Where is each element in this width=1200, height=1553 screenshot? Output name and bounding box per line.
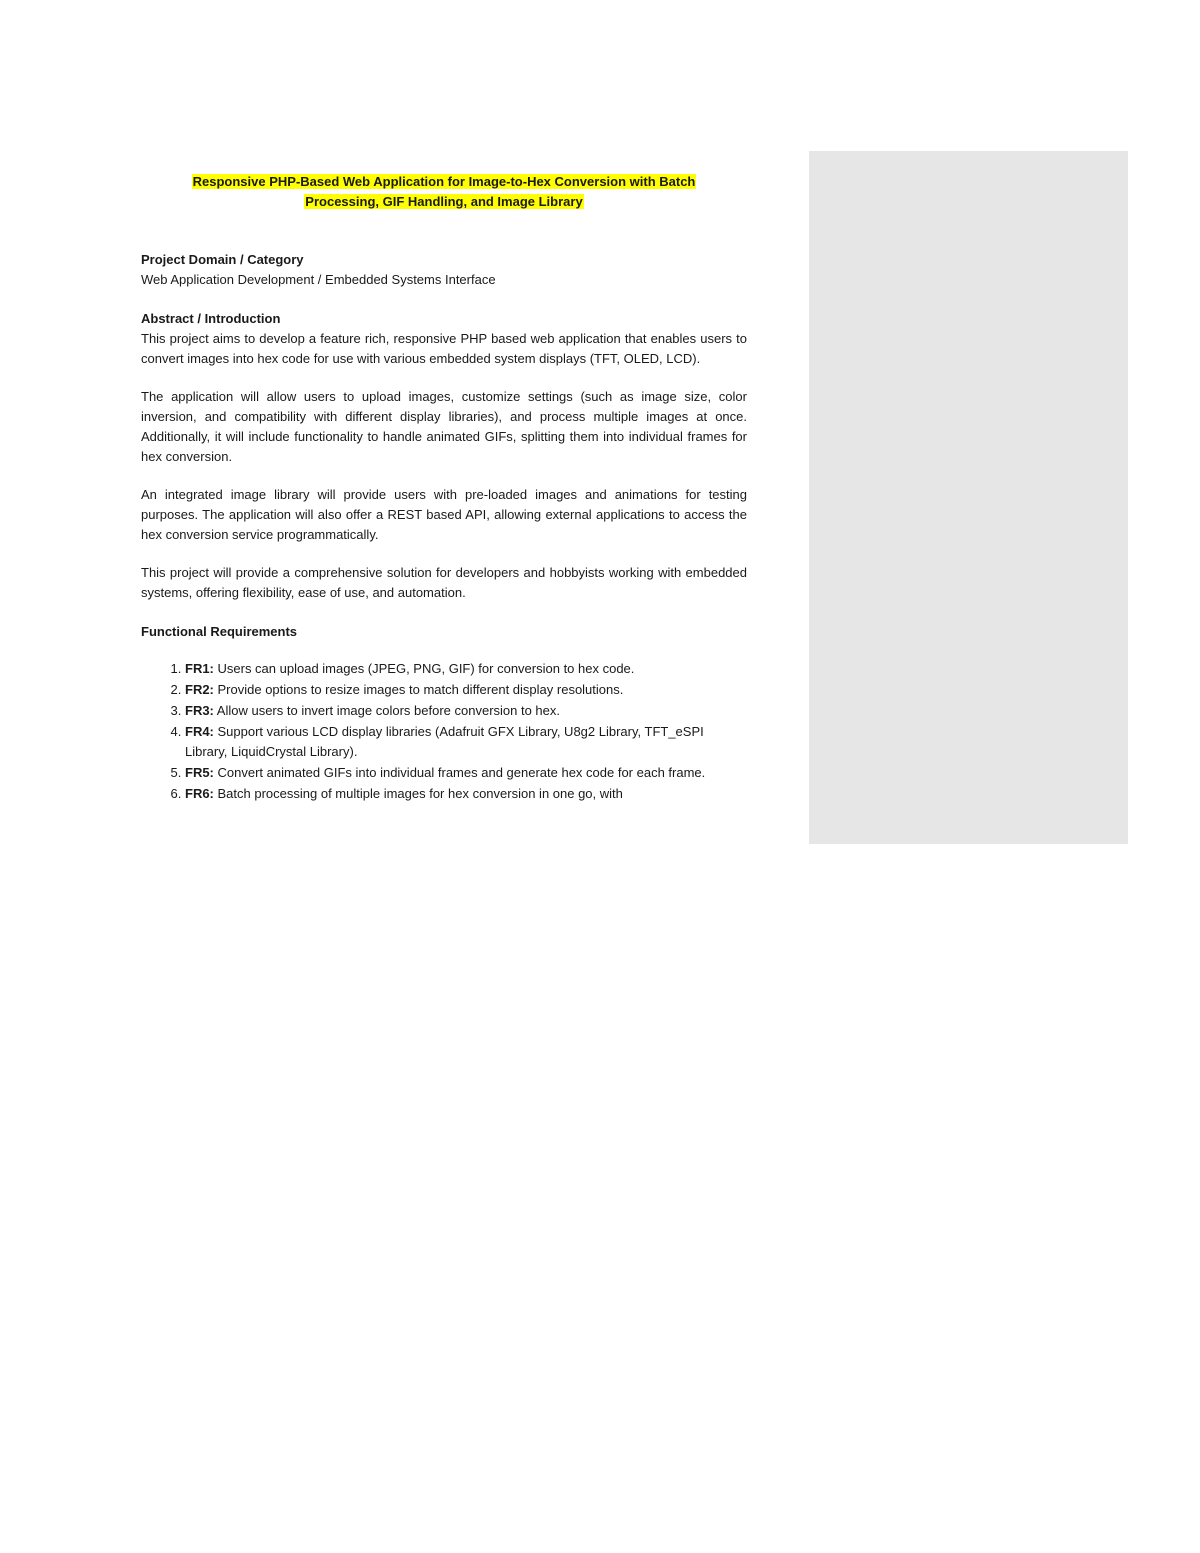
requirement-item [185,784,721,804]
functional-requirements-heading: Functional Requirements [141,624,298,639]
abstract-paragraph: This project aims to develop a feature rich, responsive PHP based web application that enables users to convert images into hex code for use with various embedded system displays (TFT, OLED, LCD). [141,331,747,366]
domain-section [141,250,747,290]
requirement-item [185,701,721,721]
abstract-heading: Abstract / Introduction [141,311,281,326]
requirement-text: Provide options to resize images to match different display resolutions. [213,682,624,697]
functional-requirements-list [141,659,721,804]
requirement-code: FR1: [185,661,214,676]
abstract-section [141,309,747,603]
document-content [141,170,747,844]
requirement-item [185,722,721,762]
requirement-code: FR3: [185,703,214,718]
title-line-1: Responsive PHP-Based Web Application for Image-to-Hex Conversion with Batch [192,174,696,189]
requirement-code: FR6: [185,786,214,801]
domain-text: Web Application Development / Embedded Systems Interface [141,272,496,287]
requirement-item [185,680,721,700]
requirement-code: FR5: [185,765,214,780]
title-line-2: Processing, GIF Handling, and Image Library [305,194,583,209]
requirement-code: FR2: [185,682,214,697]
requirement-text: Batch processing of multiple images for hex conversion in one go, with [213,786,623,801]
requirement-item [185,763,721,783]
abstract-paragraph: The application will allow users to upload images, customize settings (such as image size, color inversion, and compatibility with different display libraries), and process multiple images at once. Additionally, it will include functionality to handle animated GIFs, splitting them into individual frames for hex conversion. [141,389,747,464]
requirement-text: Support various LCD display libraries (Adafruit GFX Library, U8g2 Library, TFT_eSPI Library, LiquidCrystal Library). [185,724,704,759]
document-title [141,172,747,212]
functional-requirements-section [141,622,747,804]
requirement-item [185,659,721,679]
requirement-code: FR4: [185,724,214,739]
abstract-paragraph: This project will provide a comprehensive solution for developers and hobbyists working with embedded systems, offering flexibility, ease of use, and automation. [141,565,747,600]
domain-heading: Project Domain / Category [141,252,304,267]
requirement-text: Users can upload images (JPEG, PNG, GIF) for conversion to hex code. [213,661,635,676]
comment-pane [809,151,1128,844]
abstract-paragraph: An integrated image library will provide users with pre-loaded images and animations for testing purposes. The application will also offer a REST based API, allowing external applications to access the hex conversion service programmatically. [141,487,747,542]
requirement-text: Convert animated GIFs into individual frames and generate hex code for each frame. [213,765,706,780]
requirement-text: Allow users to invert image colors before conversion to hex. [213,703,561,718]
